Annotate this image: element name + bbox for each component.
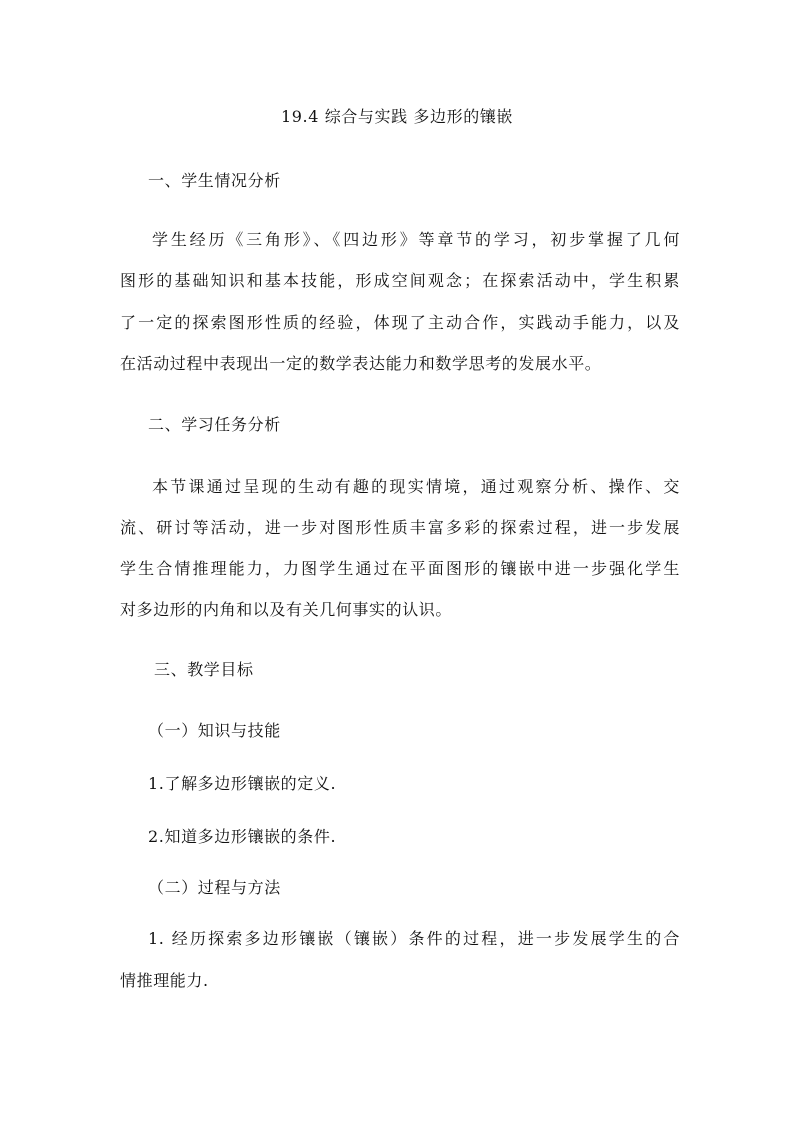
- document-title: 19.4 综合与实践 多边形的镶嵌: [281, 107, 513, 126]
- paragraph-line: 图形的基础知识和基本技能，形成空间观念；在探索活动中，学生积累: [120, 271, 680, 290]
- list-item: 2.知道多边形镶嵌的条件.: [148, 827, 337, 846]
- paragraph-line: 在活动过程中表现出一定的数学表达能力和数学思考的发展水平。: [120, 354, 602, 373]
- paragraph-line: 学生经历《三角形》、《四边形》等章节的学习，初步掌握了几何: [152, 230, 680, 249]
- paragraph-line: 流、研讨等活动，进一步对图形性质丰富多彩的探索过程，进一步发展: [120, 518, 680, 537]
- paragraph-line: 本节课通过呈现的生动有趣的现实情境，通过观察分析、操作、交: [152, 477, 680, 496]
- subsection-heading-knowledge-skills: （一）知识与技能: [148, 721, 281, 740]
- subsection-heading-process-method: （二）过程与方法: [148, 878, 281, 897]
- paragraph-line: 对多边形的内角和以及有关几何事实的认识。: [120, 600, 453, 619]
- list-item: 1.了解多边形镶嵌的定义.: [148, 774, 337, 793]
- section-heading-student-analysis: 一、学生情况分析: [148, 171, 281, 190]
- section-heading-task-analysis: 二、学习任务分析: [148, 415, 281, 434]
- paragraph-line: 学生合情推理能力，力图学生通过在平面图形的镶嵌中进一步强化学生: [120, 559, 680, 578]
- section-heading-teaching-goals: 三、教学目标: [154, 660, 254, 679]
- paragraph-line: 1. 经历探索多边形镶嵌（镶嵌）条件的过程，进一步发展学生的合: [148, 929, 680, 948]
- paragraph-line: 了一定的探索图形性质的经验，体现了主动合作，实践动手能力，以及: [120, 313, 680, 332]
- paragraph-line: 情推理能力.: [120, 971, 209, 990]
